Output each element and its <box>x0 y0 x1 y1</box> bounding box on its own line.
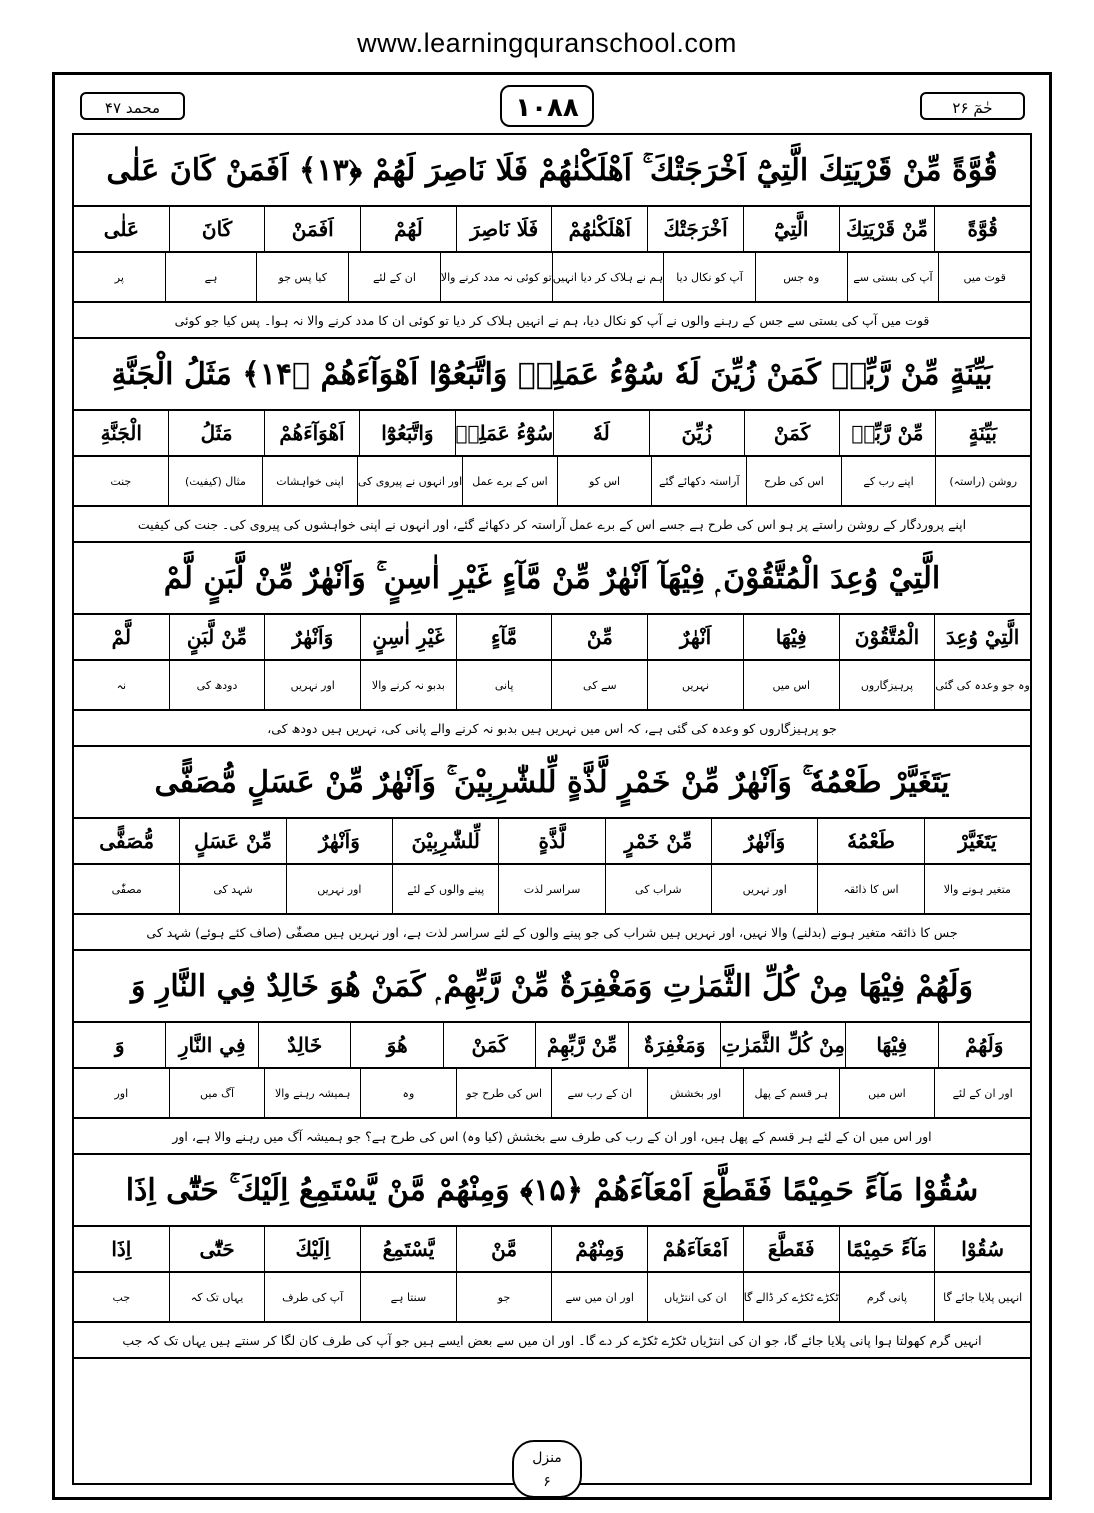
urdu-meaning-cell: بدبو نہ کرنے والا <box>360 661 456 709</box>
urdu-meaning-row <box>74 251 1030 301</box>
arabic-word-cell: وَمَغْفِرَةٌ <box>628 1023 720 1067</box>
arabic-word-cell: وَلَهُمْ <box>938 1023 1030 1067</box>
arabic-word-cell: مِّنْ رَّبِّهٖ <box>839 411 934 455</box>
arabic-word-cell: فِيْهَا <box>845 1023 937 1067</box>
arabic-word-cell: مِّنْ رَّبِّهِمْ <box>535 1023 627 1067</box>
urdu-meaning-cell: وہ جو وعدہ کی گئی <box>934 661 1030 709</box>
arabic-word-cell: وَ <box>114 1033 125 1057</box>
arabic-word-cell: وَاتَّبَعُوْٓا <box>359 411 454 455</box>
urdu-meaning-cell: اپنی خواہشات <box>262 457 357 505</box>
urdu-meaning-cell: انہیں پلایا جائے گا <box>934 1273 1030 1321</box>
arabic-word-cell: يَّسْتَمِعُ <box>360 1227 456 1271</box>
urdu-meaning-cell: اور نہریں <box>286 865 392 913</box>
urdu-meaning-cell: شہد کی <box>179 865 285 913</box>
urdu-meaning-cell: اور ان کے لئے <box>934 1069 1030 1117</box>
arabic-word-cell: اَهْوَآءَهُمْ <box>264 411 359 455</box>
arabic-ayah-line: يَتَغَيَّرْ طَعْمُهٗ ۚ وَاَنْهٰرٌ مِّنْ خَمْرٍ لَّذَّةٍ لِّلشّٰرِبِيْنَ ۚ وَاَنْهٰرٌ مِّنْ عَسَلٍ مُّصَفًّى <box>154 764 950 800</box>
urdu-translation-line: جو پرہیزگاروں کو وعدہ کی گئی ہے، کہ اس میں نہریں ہیں بدبو نہ کرنے والے پانی کی، نہریں ہیں دودھ کی، <box>74 709 1030 747</box>
arabic-word-cell: بَيِّنَةٍ <box>935 411 1030 455</box>
urdu-meaning-cell: جو <box>456 1273 552 1321</box>
urdu-meaning-cell: آگ میں <box>169 1069 265 1117</box>
page-number: ۱۰۸۸ <box>500 85 594 127</box>
word-by-word-row <box>74 409 1030 455</box>
urdu-meaning-cell: پر <box>114 270 124 284</box>
page-footer <box>0 1440 1094 1498</box>
arabic-word-cell: فِي النَّارِ <box>165 1023 257 1067</box>
arabic-word-cell: سُوْٓءُ عَمَلِهٖ <box>455 411 554 455</box>
urdu-meaning-cell: جنت <box>110 474 132 488</box>
arabic-word-cell: مُّصَفًّى <box>99 829 155 853</box>
manzil-badge <box>512 1440 582 1498</box>
arabic-word-cell: لَّذَّةٍ <box>498 819 604 863</box>
word-by-word-row <box>74 1225 1030 1271</box>
arabic-word-cell: اِلَيْكَ <box>264 1227 360 1271</box>
urdu-meaning-cell: آپ کی بستی سے <box>847 253 939 301</box>
arabic-word-cell: سُقُوْا <box>934 1227 1030 1271</box>
urdu-meaning-cell: یہاں تک کہ <box>169 1273 265 1321</box>
verse-block <box>74 135 1030 339</box>
urdu-meaning-cell: اور نہریں <box>711 865 817 913</box>
arabic-word-cell: وَمِنْهُمْ <box>551 1227 647 1271</box>
verse-block <box>74 543 1030 747</box>
urdu-meaning-row <box>74 863 1030 913</box>
urdu-meaning-cell: دودھ کی <box>169 661 265 709</box>
urdu-translation-line: اور اس میں ان کے لئے ہر قسم کے پھل ہیں، اور ان کے رب کی طرف سے بخشش (کیا وہ) اس کی طرح ہے؟ جو ہمیشہ آگ میں رہنے والا ہے، اور <box>74 1117 1030 1155</box>
urdu-translation-line: انہیں گرم کھولتا ہوا پانی پلایا جائے گا، جو ان کی انتڑیاں ٹکڑے ٹکڑے کر دے گا۔ اور ان میں سے بعض ایسے ہیں جو آپ کی طرف کان لگا کر سنتے ہیں یہاں تک کہ جب <box>74 1321 1030 1359</box>
urdu-meaning-cell: سنتا ہے <box>360 1273 456 1321</box>
arabic-ayah-line: قُوَّةً مِّنْ قَرْيَتِكَ الَّتِيْٓ اَخْرَجَتْكَ ۚ اَهْلَكْنٰهُمْ فَلَا نَاصِرَ لَهُمْ ﴿۱۳﴾ اَفَمَنْ كَانَ عَلٰى <box>106 152 998 188</box>
arabic-word-cell: مِّنْ قَرْيَتِكَ <box>839 207 935 251</box>
arabic-word-cell: قُوَّةً <box>934 207 1030 251</box>
verse-block <box>74 339 1030 543</box>
urdu-meaning-cell: پانی <box>456 661 552 709</box>
arabic-word-cell: اَخْرَجَتْكَ <box>647 207 743 251</box>
arabic-word-cell: كَمَنْ <box>443 1023 535 1067</box>
urdu-meaning-cell: آپ کو نکال دیا <box>663 253 755 301</box>
arabic-word-cell: كَانَ <box>169 207 265 251</box>
urdu-meaning-row <box>74 455 1030 505</box>
urdu-meaning-cell: پرہیزگاروں <box>839 661 935 709</box>
word-by-word-row <box>74 205 1030 251</box>
arabic-word-cell: وَاَنْهٰرٌ <box>264 615 360 659</box>
urdu-meaning-row <box>74 1067 1030 1117</box>
arabic-word-cell: اَفَمَنْ <box>264 207 360 251</box>
urdu-meaning-cell: ہم نے ہلاک کر دیا انہیں <box>552 253 663 301</box>
urdu-meaning-cell: سراسر لذت <box>498 865 604 913</box>
urdu-meaning-cell: نہریں <box>647 661 743 709</box>
urdu-meaning-cell: اس کی طرح جو <box>456 1069 552 1117</box>
urdu-meaning-cell: کیا پس جو <box>256 253 348 301</box>
urdu-meaning-cell: ہمیشہ رہنے والا <box>264 1069 360 1117</box>
urdu-meaning-cell: پانی گرم <box>839 1273 935 1321</box>
urdu-meaning-cell: اس میں <box>839 1069 935 1117</box>
arabic-word-cell: مِنْ كُلِّ الثَّمَرٰتِ <box>720 1023 845 1067</box>
arabic-word-cell: عَلٰى <box>103 217 139 241</box>
arabic-word-cell: طَعْمُهٗ <box>817 819 923 863</box>
urdu-meaning-cell: نہ <box>116 678 127 692</box>
urdu-meaning-cell: ٹکڑے ٹکڑے کر ڈالے گا <box>743 1273 839 1321</box>
urdu-meaning-cell: اپنے رب کے <box>841 457 936 505</box>
arabic-word-cell: فِيْهَا <box>743 615 839 659</box>
urdu-translation-line: قوت میں آپ کی بستی سے جس کے رہنے والوں نے آپ کو نکال دیا، ہم نے انہیں ہلاک کر دیا تو کوئی ان کا مدد کرنے والا نہ ہوا۔ پس کیا جو کوئی <box>74 301 1030 339</box>
urdu-meaning-row <box>74 659 1030 709</box>
manzil-label: منزل <box>532 1450 562 1466</box>
urdu-meaning-cell: پینے والوں کے لئے <box>392 865 498 913</box>
urdu-meaning-cell: روشن (راستہ) <box>935 457 1030 505</box>
arabic-word-cell: مِّنْ <box>551 615 647 659</box>
urdu-meaning-cell: اس کا ذائقہ <box>817 865 923 913</box>
arabic-word-cell: غَيْرِ اٰسِنٍ <box>360 615 456 659</box>
urdu-meaning-cell: وہ <box>360 1069 456 1117</box>
arabic-word-cell: مَّآءٍ <box>456 615 552 659</box>
urdu-meaning-cell: اور انہوں نے پیروی کی <box>357 457 462 505</box>
urdu-meaning-cell: اس میں <box>743 661 839 709</box>
arabic-word-cell: لَهٗ <box>553 411 648 455</box>
urdu-meaning-cell: اس کو <box>557 457 652 505</box>
arabic-word-cell: اَنْهٰرٌ <box>647 615 743 659</box>
site-url: www.learningquranschool.com <box>357 28 737 58</box>
manzil-number: ۶ <box>543 1474 551 1490</box>
urdu-meaning-cell: سے کی <box>551 661 647 709</box>
arabic-word-cell: الْجَنَّةِ <box>100 421 142 445</box>
urdu-meaning-cell: قوت میں <box>938 253 1030 301</box>
urdu-meaning-cell: اس کے برے عمل <box>462 457 557 505</box>
arabic-word-cell: فَقَطَّعَ <box>743 1227 839 1271</box>
urdu-meaning-cell: اور نہریں <box>264 661 360 709</box>
urdu-meaning-cell: ان کے رب سے <box>551 1069 647 1117</box>
arabic-word-cell: مِّنْ خَمْرٍ <box>605 819 711 863</box>
arabic-word-cell: اِذَا <box>111 1237 132 1261</box>
arabic-word-cell: زُيِّنَ <box>649 411 744 455</box>
word-by-word-row <box>74 1021 1030 1067</box>
arabic-word-cell: وَاَنْهٰرٌ <box>711 819 817 863</box>
verse-block <box>74 747 1030 951</box>
arabic-word-cell: مَآءً حَمِيْمًا <box>839 1227 935 1271</box>
urdu-translation-line: جس کا ذائقہ متغیر ہونے (بدلنے) والا نہیں، اور نہریں ہیں شراب کی جو پینے والوں کے لئے سراسر لذت ہے، اور نہریں ہیں مصفّٰی (صاف کئے ہوئے) شہد کی <box>74 913 1030 951</box>
arabic-word-cell: لَهُمْ <box>360 207 456 251</box>
urdu-translation-line: اپنے پروردگار کے روشن راستے پر ہو اس کی طرح ہے جسے اس کے برے عمل آراستہ کر دکھائے گئے، اور انہوں نے اپنی خواہشوں کی پیروی کی۔ جنت کی کیفیت <box>74 505 1030 543</box>
verse-block <box>74 1155 1030 1359</box>
arabic-word-cell: الَّتِيْٓ <box>743 207 839 251</box>
arabic-word-cell: الْمُتَّقُوْنَ <box>839 615 935 659</box>
arabic-word-cell: الَّتِيْ وُعِدَ <box>934 615 1030 659</box>
urdu-meaning-cell: تو کوئی نہ مدد کرنے والا <box>440 253 552 301</box>
arabic-word-cell: وَاَنْهٰرٌ <box>286 819 392 863</box>
urdu-meaning-cell: اس کی طرح <box>746 457 841 505</box>
urdu-meaning-cell: متغیر ہونے والا <box>924 865 1030 913</box>
word-by-word-row <box>74 817 1030 863</box>
urdu-meaning-cell: ان کی انتڑیاں <box>647 1273 743 1321</box>
juz-label-box: حٰمٓ ۲۶ <box>920 92 1025 120</box>
urdu-meaning-cell: ہر قسم کے پھل <box>743 1069 839 1117</box>
arabic-word-cell: لَّمْ <box>111 625 132 649</box>
arabic-word-cell: حَتّٰٓى <box>169 1227 265 1271</box>
arabic-word-cell: مِّنْ لَّبَنٍ <box>169 615 265 659</box>
urdu-meaning-row <box>74 1271 1030 1321</box>
arabic-ayah-line: بَيِّنَةٍ مِّنْ رَّبِّهٖ كَمَنْ زُيِّنَ لَهٗ سُوْٓءُ عَمَلِهٖ وَاتَّبَعُوْٓا اَهْوَآءَهُمْ ﴿۱۴﴾ مَثَلُ الْجَنَّةِ <box>111 356 993 392</box>
urdu-meaning-cell: اور <box>114 1086 129 1100</box>
arabic-word-cell: يَتَغَيَّرْ <box>924 819 1030 863</box>
verse-block <box>74 951 1030 1155</box>
arabic-word-cell: لِّلشّٰرِبِيْنَ <box>392 819 498 863</box>
arabic-ayah-line: سُقُوْا مَآءً حَمِيْمًا فَقَطَّعَ اَمْعَآءَهُمْ ﴿۱۵﴾ وَمِنْهُمْ مَّنْ يَّسْتَمِعُ اِلَيْكَ ۚ حَتّٰٓى اِذَا <box>125 1172 979 1208</box>
urdu-meaning-cell: مثال (کیفیت) <box>168 457 263 505</box>
arabic-word-cell: اَهْلَكْنٰهُمْ <box>551 207 647 251</box>
arabic-word-cell: كَمَنْ <box>744 411 839 455</box>
urdu-meaning-cell: جب <box>112 1290 131 1304</box>
urdu-meaning-cell: شراب کی <box>605 865 711 913</box>
arabic-ayah-line: وَلَهُمْ فِيْهَا مِنْ كُلِّ الثَّمَرٰتِ وَمَغْفِرَةٌ مِّنْ رَّبِّهِمْ ۭ كَمَنْ هُوَ خَالِدٌ فِي النَّارِ وَ <box>131 968 973 1004</box>
urdu-meaning-cell: آپ کی طرف <box>264 1273 360 1321</box>
arabic-word-cell: خَالِدٌ <box>258 1023 350 1067</box>
arabic-word-cell: اَمْعَآءَهُمْ <box>647 1227 743 1271</box>
arabic-word-cell: مِّنْ عَسَلٍ <box>179 819 285 863</box>
urdu-meaning-cell: اور ان میں سے <box>551 1273 647 1321</box>
arabic-ayah-line: الَّتِيْ وُعِدَ الْمُتَّقُوْنَ ۭ فِيْهَآ اَنْهٰرٌ مِّنْ مَّآءٍ غَيْرِ اٰسِنٍ ۚ وَاَنْهٰرٌ مِّنْ لَّبَنٍ لَّمْ <box>163 560 941 596</box>
arabic-word-cell: فَلَا نَاصِرَ <box>456 207 552 251</box>
word-by-word-row <box>74 613 1030 659</box>
quran-content <box>74 135 1030 1359</box>
urdu-meaning-cell: آراستہ دکھائے گئے <box>651 457 746 505</box>
arabic-word-cell: مَّنْ <box>456 1227 552 1271</box>
arabic-word-cell: هُوَ <box>350 1023 442 1067</box>
urdu-meaning-cell: وہ جس <box>755 253 847 301</box>
urdu-meaning-cell: ان کے لئے <box>348 253 440 301</box>
surah-label-box: محمد ۴۷ <box>80 92 185 120</box>
urdu-meaning-cell: اور بخشش <box>647 1069 743 1117</box>
arabic-word-cell: مَثَلُ <box>168 411 263 455</box>
urdu-meaning-cell: ہے <box>165 253 257 301</box>
urdu-meaning-cell: مصفّٰی <box>111 882 142 896</box>
